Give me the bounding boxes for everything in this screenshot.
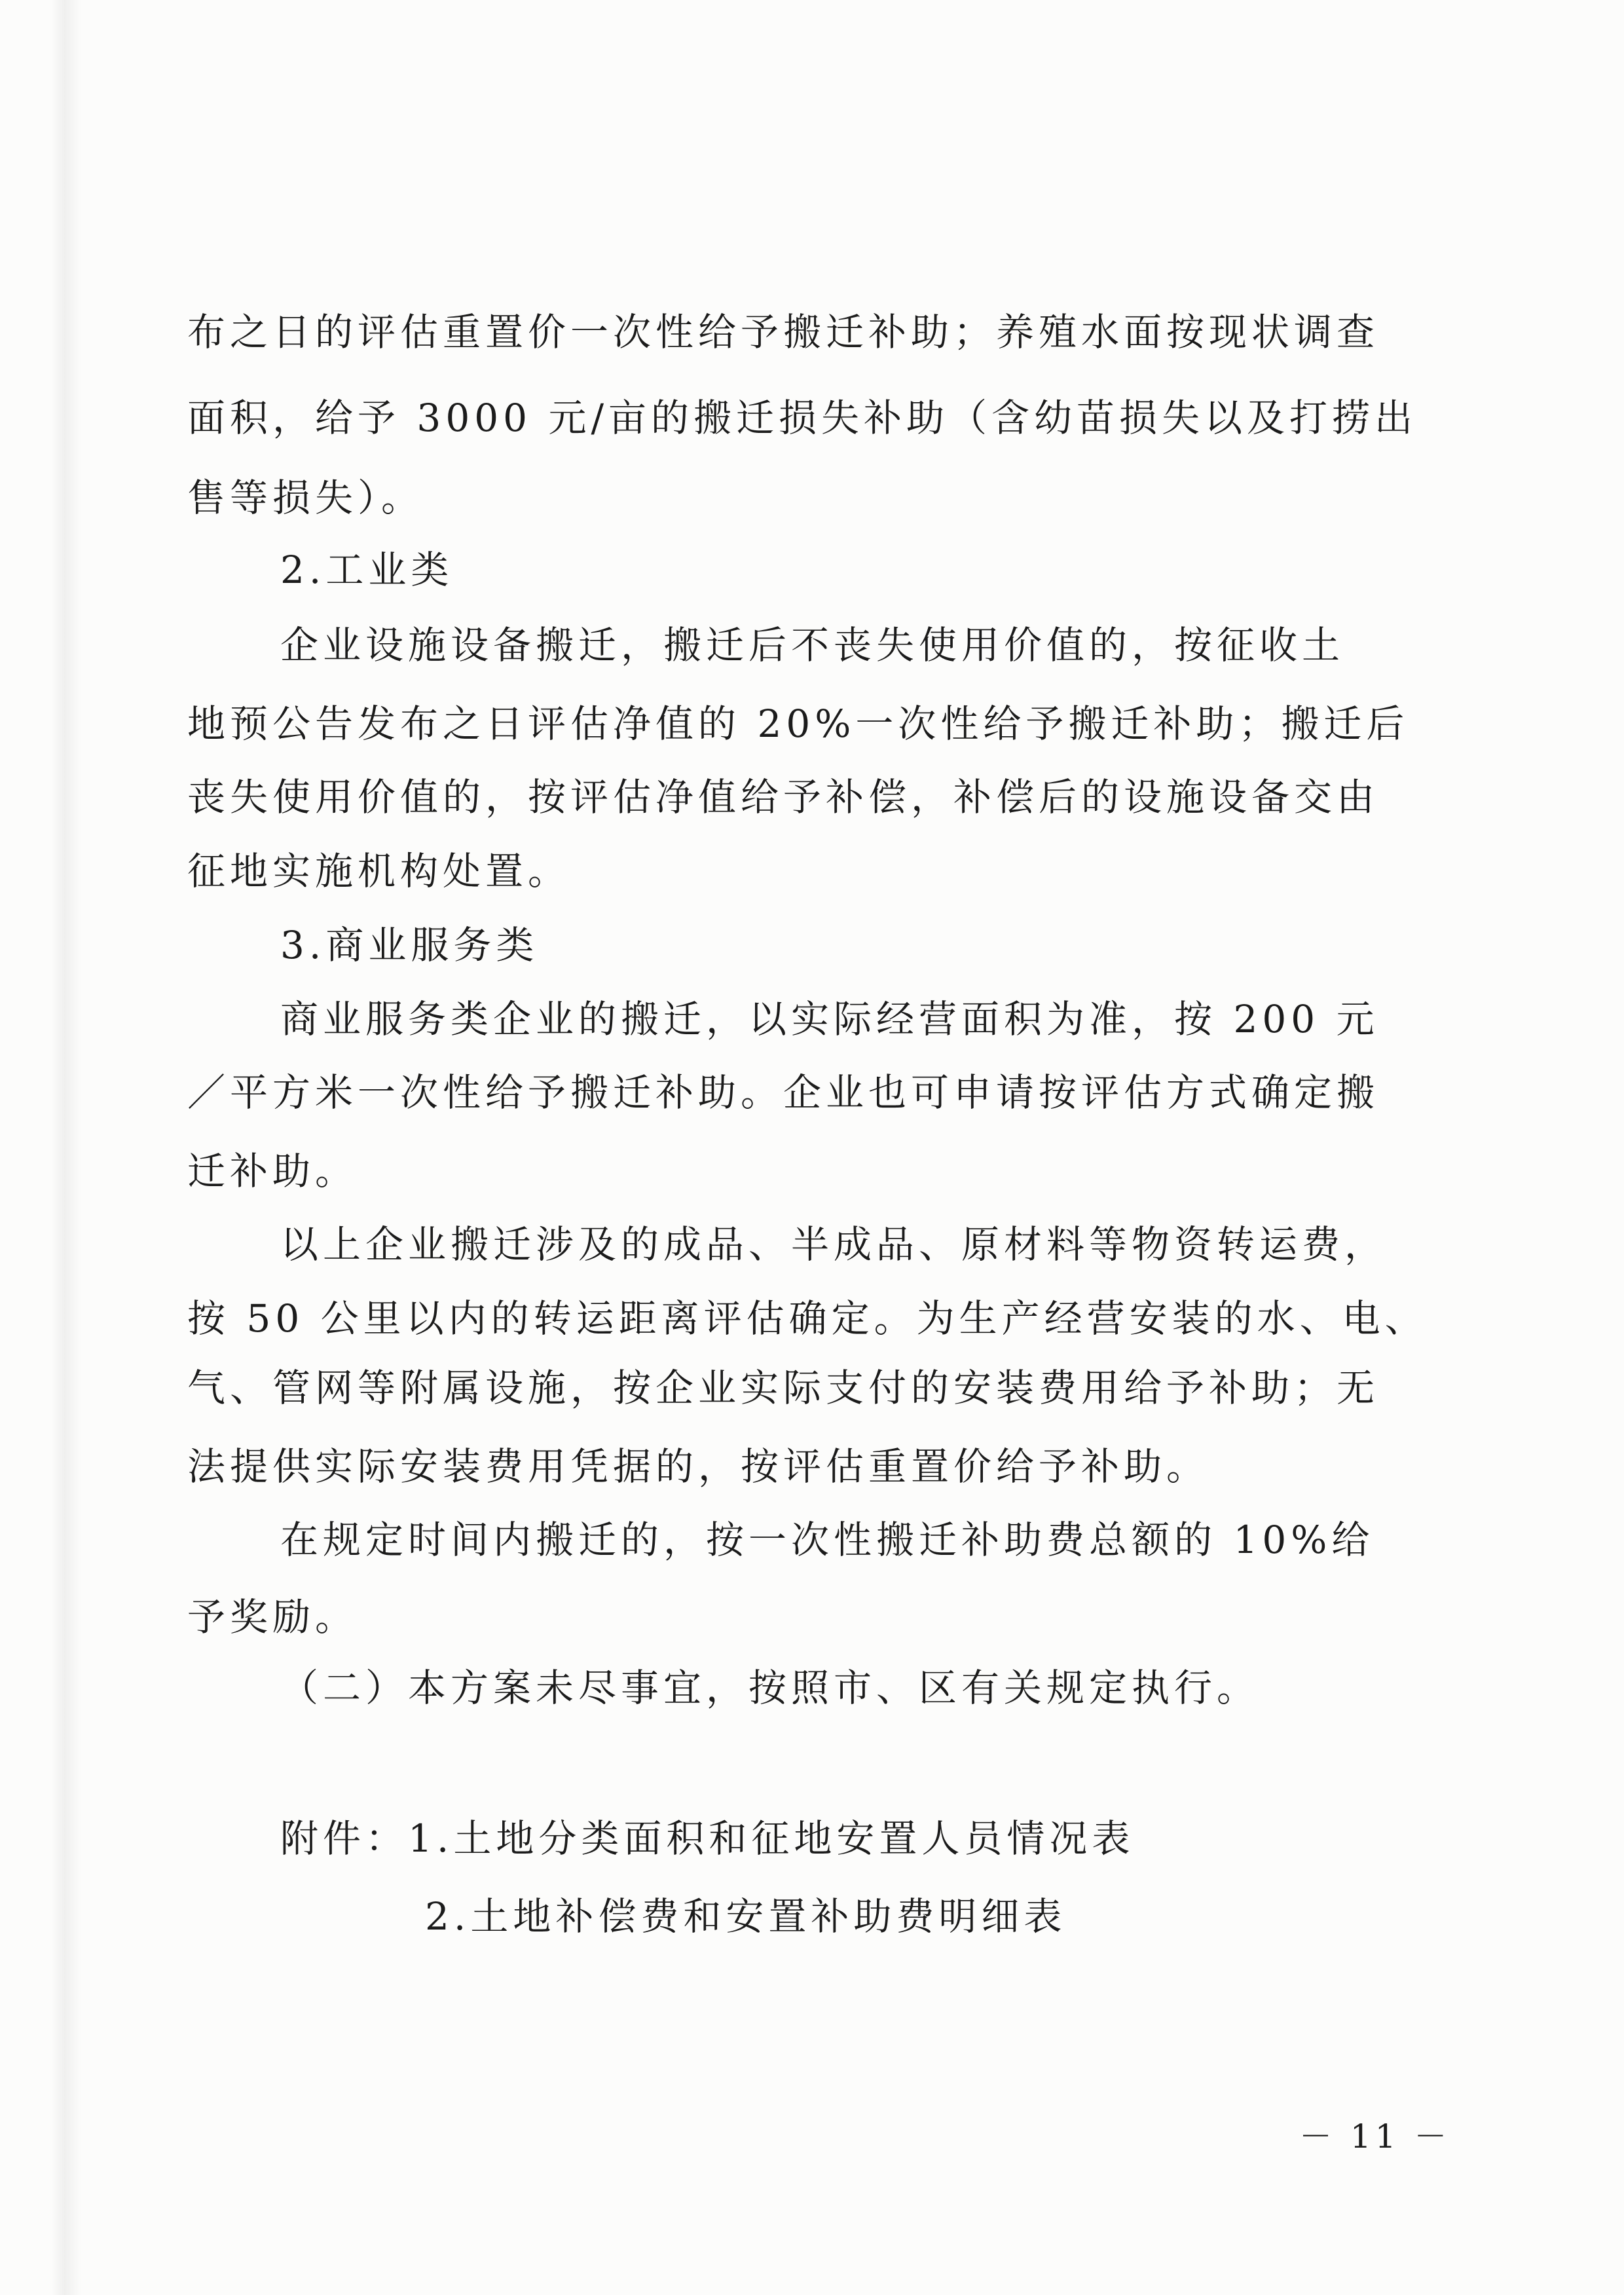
section-heading: 2.工业类 (280, 548, 454, 592)
text-line: 迁补助。 (187, 1149, 358, 1193)
text-line: 按 50 公里以内的转运距离评估确定。为生产经营安装的水、电、 (187, 1296, 1428, 1341)
text-line: 在规定时间内搬迁的，按一次性搬迁补助费总额的 10%给 (280, 1518, 1375, 1562)
text-line: 布之日的评估重置价一次性给予搬迁补助；养殖水面按现状调查 (187, 310, 1380, 354)
attachment-line-2: 2.土地补偿费和安置补助费明细表 (425, 1894, 1067, 1939)
section-heading: 3.商业服务类 (280, 923, 539, 967)
attachment-line-1: 附件：1.土地分类面积和征地安置人员情况表 (280, 1816, 1135, 1861)
text-line: ／平方米一次性给予搬迁补助。企业也可申请按评估方式确定搬 (187, 1070, 1380, 1115)
text-line: 法提供实际安装费用凭据的，按评估重置价给予补助。 (187, 1444, 1209, 1489)
text-line: 气、管网等附属设施，按企业实际支付的安装费用给予补助；无 (187, 1366, 1380, 1410)
text-line: 地预公告发布之日评估净值的 20%一次性给予搬迁补助；搬迁后 (187, 701, 1409, 746)
text-line: 予奖励。 (187, 1595, 358, 1639)
text-line: 企业设施设备搬迁，搬迁后不丧失使用价值的，按征收土 (280, 623, 1345, 667)
page-number: － 11 － (1299, 2118, 1451, 2155)
text-line: 以上企业搬迁涉及的成品、半成品、原材料等物资转运费， (280, 1222, 1388, 1267)
text-line: 征地实施机构处置。 (187, 849, 571, 893)
text-line: 面积，给予 3000 元/亩的搬迁损失补助（含幼苗损失以及打捞出 (187, 396, 1418, 440)
text-line: 售等损失）。 (187, 476, 424, 520)
text-line: 商业服务类企业的搬迁，以实际经营面积为准，按 200 元 (280, 997, 1379, 1041)
text-line: 丧失使用价值的，按评估净值给予补偿，补偿后的设施设备交由 (187, 775, 1380, 819)
text-line: （二）本方案未尽事宜，按照市、区有关规定执行。 (280, 1666, 1260, 1710)
